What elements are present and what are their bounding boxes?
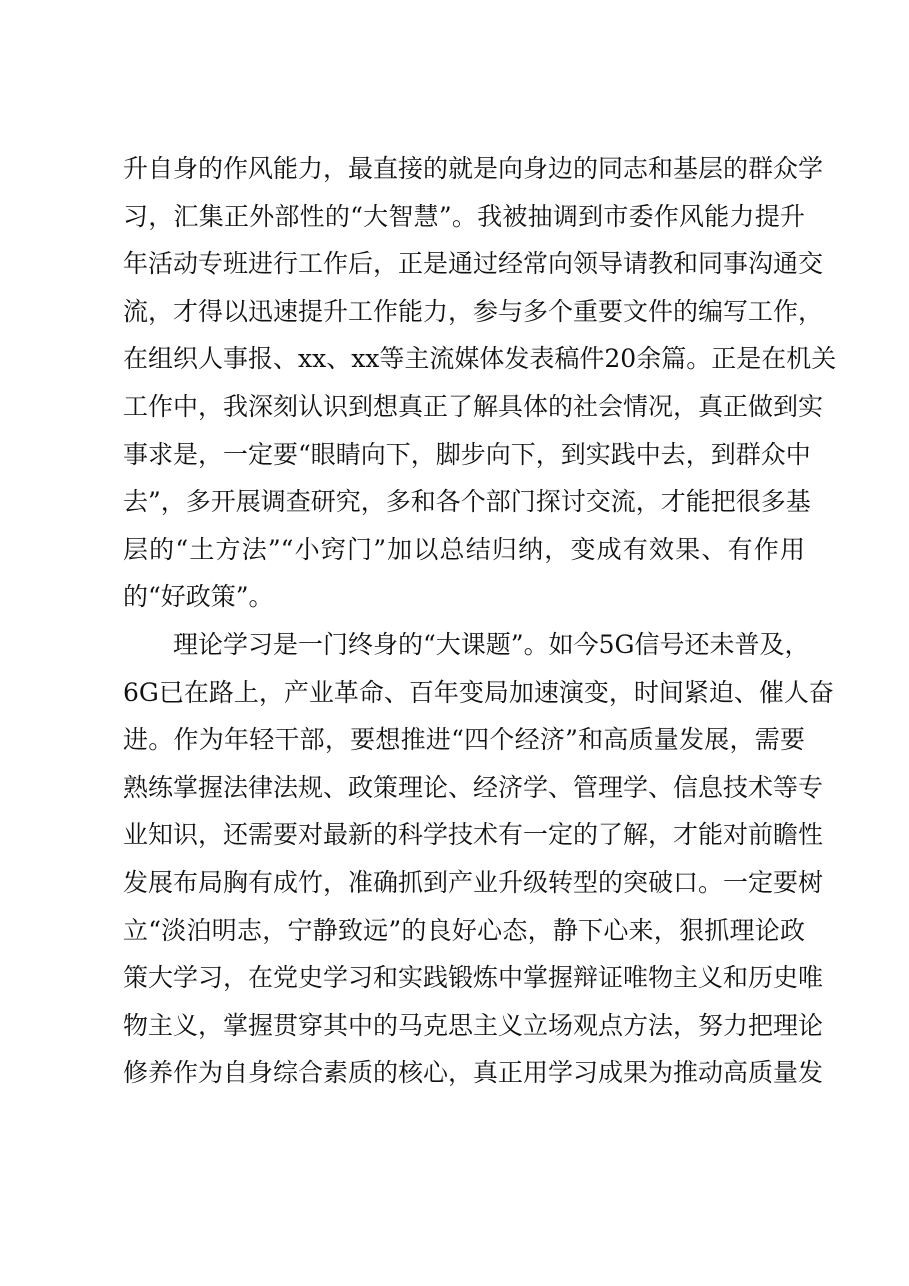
- text-line: 理论学习是一门终身的“大课题”。如今5G信号还未普及，: [173, 629, 810, 659]
- text-line: 年活动专班进行工作后，正是通过经常向领导请教和同事沟通交: [123, 249, 824, 279]
- text-line: 升自身的作风能力，最直接的就是向身边的同志和基层的群众学: [123, 154, 824, 183]
- text-line: 进。作为年轻干部，要想推进“四个经济”和高质量发展，需要: [123, 725, 805, 755]
- text-line: 层的“土方法”“小窍门”加以总结归纳，变成有效果、有作用: [123, 534, 805, 564]
- text-line: 立“淡泊明志，宁静致远”的良好心态，静下心来，狠抓理论政: [123, 915, 805, 945]
- text-line: 业知识，还需要对最新的科学技术有一定的了解，才能对前瞻性: [123, 820, 824, 850]
- text-line: 修养作为自身综合素质的核心，真正用学习成果为推动高质量发: [123, 1058, 824, 1088]
- document-body: [123, 145, 837, 1097]
- text-line: 的“好政策”。: [123, 582, 274, 612]
- paragraph-1: [123, 145, 837, 621]
- text-line: 在组织人事报、xx、xx等主流媒体发表稿件20余篇。正是在机关: [123, 344, 837, 374]
- text-line: 去”，多开展调查研究，多和各个部门探讨交流，才能把很多基: [123, 487, 811, 517]
- text-line: 事求是，一定要“眼睛向下，脚步向下，到实践中去，到群众中: [123, 439, 811, 469]
- text-line: 物主义，掌握贯穿其中的马克思主义立场观点方法，努力把理论: [123, 1010, 824, 1040]
- text-line: 流，才得以迅速提升工作能力，参与多个重要文件的编写工作，: [123, 296, 824, 326]
- text-line: 发展布局胸有成竹，准确抓到产业升级转型的突破口。一定要树: [123, 867, 824, 897]
- text-line: 熟练掌握法律法规、政策理论、经济学、管理学、信息技术等专: [123, 772, 824, 802]
- text-line: 习，汇集正外部性的“大智慧”。我被抽调到市委作风能力提升: [123, 201, 805, 231]
- text-line: 工作中，我深刻认识到想真正了解具体的社会情况，真正做到实: [123, 391, 824, 421]
- text-line: 策大学习，在党史学习和实践锻炼中掌握辩证唯物主义和历史唯: [123, 963, 824, 993]
- paragraph-2: [123, 621, 834, 1097]
- text-line: 6G已在路上，产业革命、百年变局加速演变，时间紧迫、催人奋: [123, 677, 834, 707]
